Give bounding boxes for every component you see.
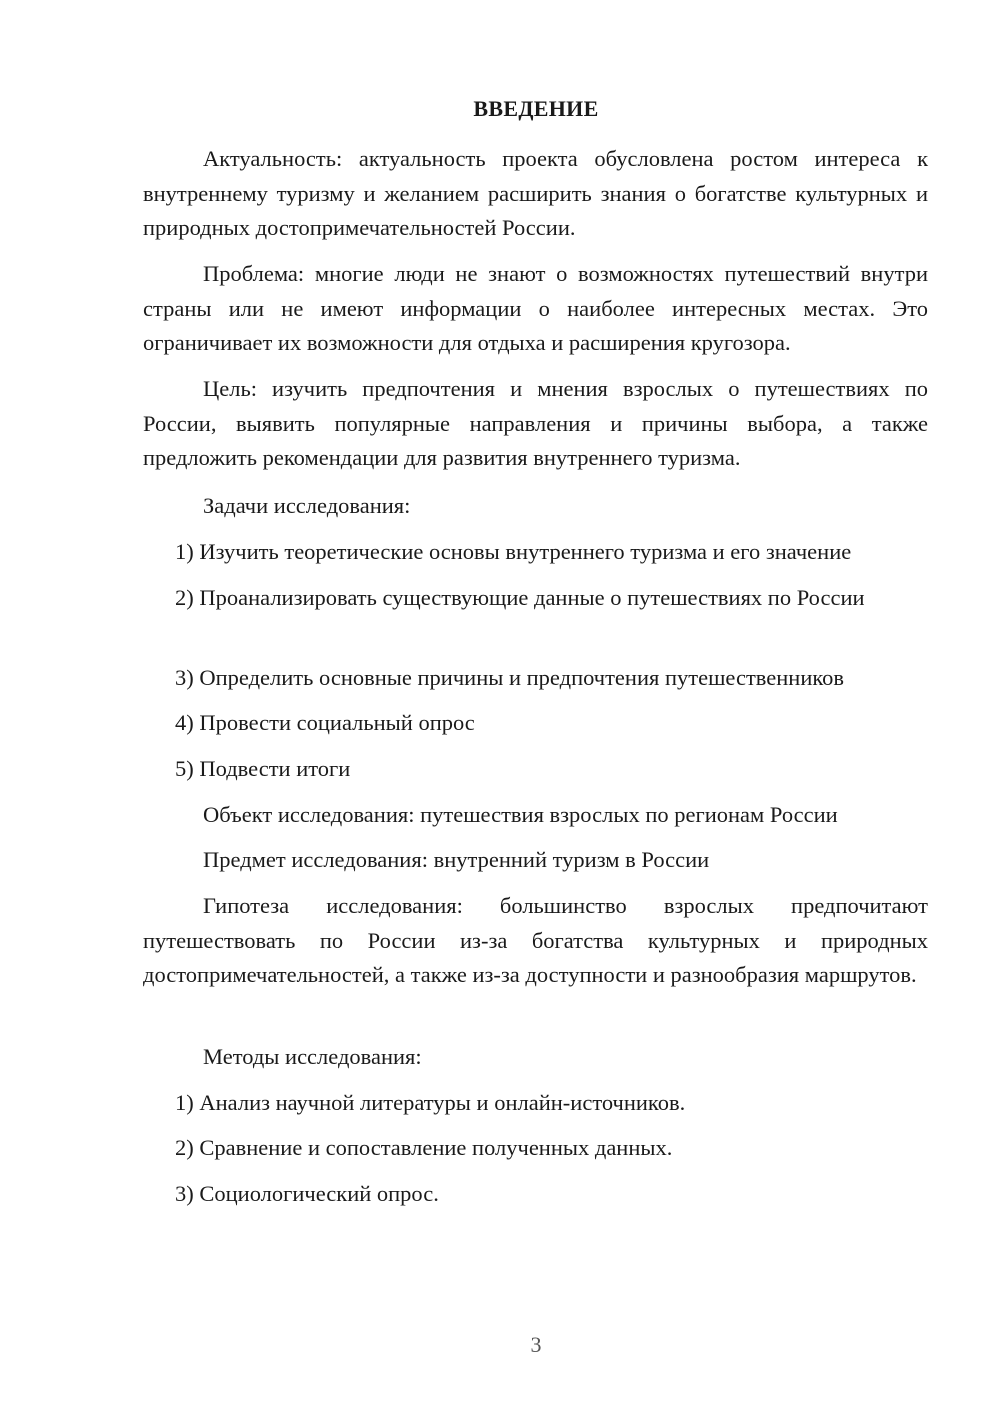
method-item: 3) Социологический опрос. [175, 1181, 439, 1206]
paragraph-subject: Предмет исследования: внутренний туризм в России [203, 847, 710, 872]
paragraph-hypothesis: Гипотеза исследования: большинство взрослых предпочитают путешествовать по России из-за богатства культурных и природных достопримечательностей, а также из-за доступности и разнообразия маршрутов. [143, 893, 928, 987]
task-item: 5) Подвести итоги [175, 756, 351, 781]
method-item: 1) Анализ научной литературы и онлайн-источников. [175, 1090, 686, 1115]
task-item: 1) Изучить теоретические основы внутреннего туризма и его значение [175, 539, 852, 564]
tasks-heading: Задачи исследования: [203, 493, 411, 518]
task-item: 4) Провести социальный опрос [175, 710, 475, 735]
task-item: 2) Проанализировать существующие данные о путешествиях по России [175, 585, 865, 610]
section-heading: ВВЕДЕНИЕ [473, 96, 599, 121]
page-number: 3 [530, 1332, 542, 1357]
task-item: 3) Определить основные причины и предпочтения путешественников [175, 665, 845, 690]
paragraph-object: Объект исследования: путешествия взрослых по регионам России [203, 802, 838, 827]
paragraph-problem: Проблема: многие люди не знают о возможностях путешествий внутри страны или не имеют информации о наиболее интересных местах. Это ограничивает их возможности для отдыха и расширения кругозора. [143, 261, 928, 355]
paragraph-goal: Цель: изучить предпочтения и мнения взрослых о путешествиях по России, выявить популярные направления и причины выбора, а также предложить рекомендации для развития внутреннего туризма. [143, 376, 928, 470]
methods-heading: Методы исследования: [203, 1044, 422, 1069]
method-item: 2) Сравнение и сопоставление полученных данных. [175, 1135, 673, 1160]
paragraph-relevance: Актуальность: актуальность проекта обусловлена ростом интереса к внутреннему туризму и желанием расширить знания о богатстве культурных и природных достопримечательностей России. [143, 146, 928, 240]
